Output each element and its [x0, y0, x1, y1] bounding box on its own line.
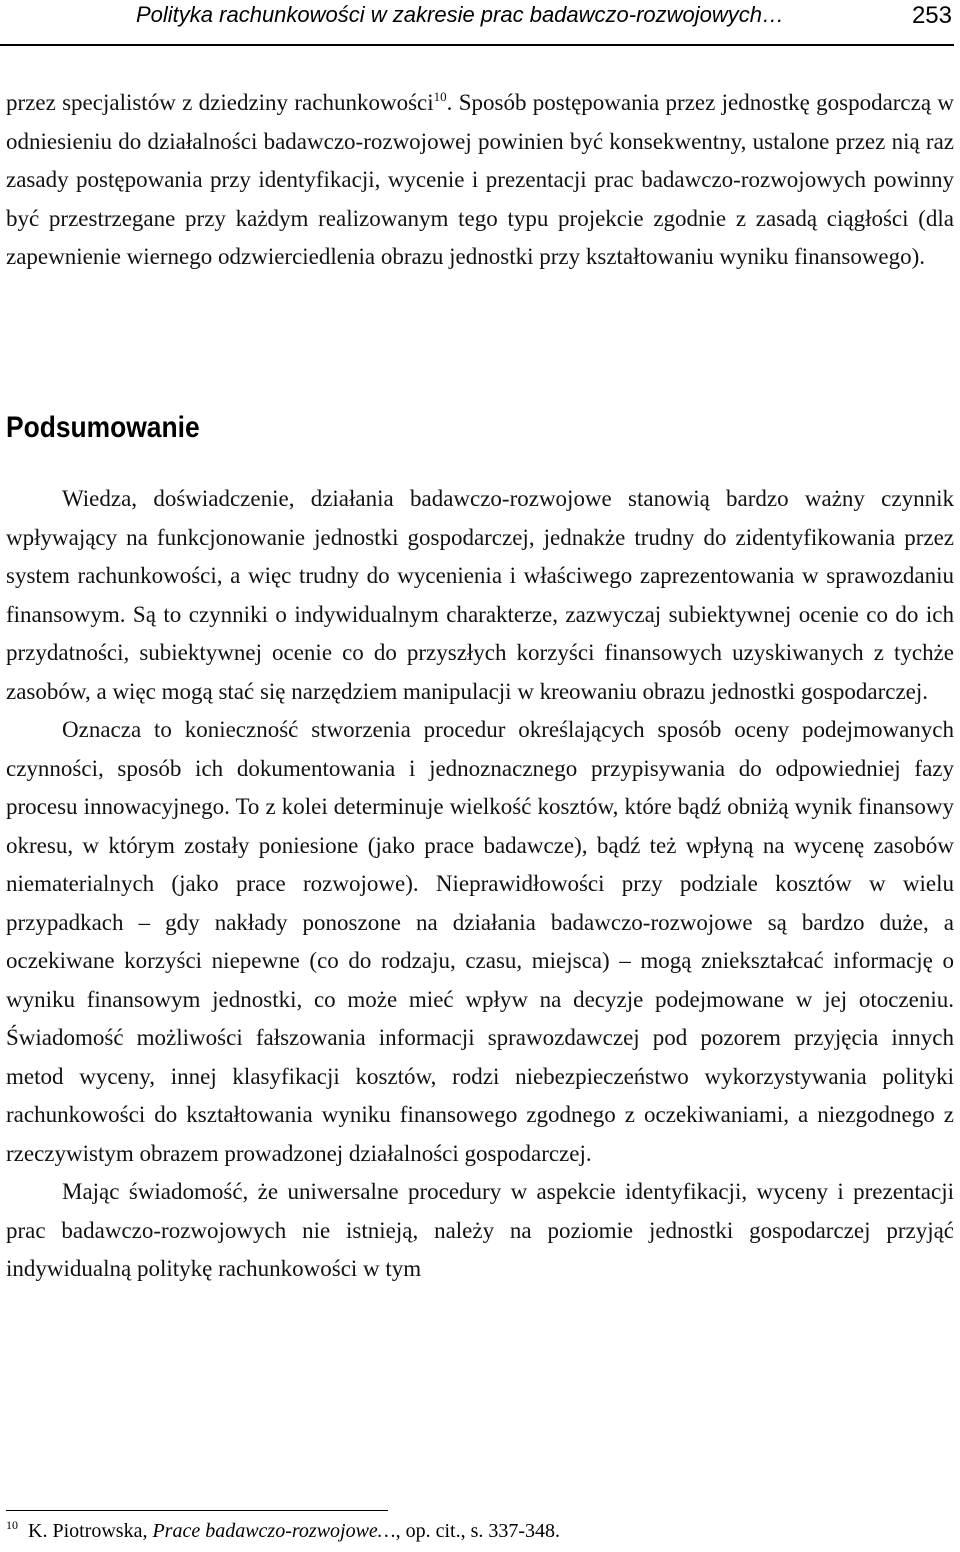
section-paragraph-2: Oznacza to konieczność stworzenia procedur określających sposób oceny podejmowanych czynności, sposób ich dokumentowania i jednoznacznego przypisywania do odpowiedniej fazy procesu innowacyjnego. To z kolei determinuje wielkość kosztów, które bądź obniżą wynik finansowy okresu, w którym zostały poniesione (jako prace badawcze), bądź też wpłyną na wycenę zasobów niematerialnych (jako prace rozwojowe). Nieprawidłowości przy podziale kosztów w wielu przypadkach – gdy nakłady ponoszone na działania badawczo-rozwojowe są bardzo duże, a oczekiwane korzyści niepewne (co do rodzaju, czasu, miejsca) – mogą zniekształcać informację o wyniku finansowym jednostki, co może mieć wpływ na decyzje podejmowane w jej otoczeniu. Świadomość możliwości fałszowania informacji sprawozdawczej pod pozorem przyjęcia innych metod wyceny, innej klasyfikacji kosztów, rodzi niebezpieczeństwo wykorzystywania polityki rachunkowości do kształtowania wyniku finansowego zgodnego z oczekiwaniami, a niezgodnego z rzeczywistym obrazem prowadzonej działalności gospodarczej. [6, 717, 954, 1166]
intro-text-before-ref: przez specjalistów z dziedziny rachunkowości [6, 90, 434, 115]
intro-text-after-ref: . Sposób postępowania przez jednostkę gospodarczą w odniesieniu do działalności badawczo-rozwojowej powinien być konsekwentny, ustalone przez nią raz zasady postępowania przy identyfikacji, wycenie i prezentacji prac badawczo-rozwojowych powinny być przestrzegane przy każdym realizowanym tego typu projekcie zgodnie z zasadą ciągłości (dla zapewnienie wiernego odzwierciedlenia obrazu jednostki przy kształtowaniu wyniku finansowego). [6, 90, 954, 269]
footnote-citation: , op. cit., s. 337-348. [395, 1520, 561, 1542]
footnote-author: K. Piotrowska, [28, 1520, 153, 1542]
section-paragraph-1: Wiedza, doświadczenie, działania badawczo-rozwojowe stanowią bardzo ważny czynnik wpływający na funkcjonowanie jednostki gospodarczej, jednakże trudny do zidentyfikowania przez system rachunkowości, a więc trudny do wycenienia i właściwego zaprezentowania w sprawozdaniu finansowym. Są to czynniki o indywidualnym charakterze, zazwyczaj subiektywnej ocenie co do ich przydatności, subiektywnej ocenie co do przyszłych korzyści finansowych uzyskiwanych z tychże zasobów, a więc mogą stać się narzędziem manipulacji w kreowaniu obrazu jednostki gospodarczej. [6, 486, 954, 704]
footnote-reference[interactable]: 10 [433, 89, 447, 104]
running-header [0, 0, 954, 46]
footnote-separator [6, 1510, 388, 1511]
section-paragraph-3: Mając świadomość, że uniwersalne procedury w aspekcie identyfikacji, wyceny i prezentacji prac badawczo-rozwojowych nie istnieją, należy na poziomie jednostki gospodarczej przyjąć indywidualną politykę rachunkowości w tym [6, 1179, 954, 1281]
footnote-title: Prace badawczo-rozwojowe… [152, 1520, 396, 1542]
footnote-mark: 10 [6, 1518, 18, 1532]
running-header-title: Polityka rachunkowości w zakresie prac badawczo-rozwojowych… [136, 2, 785, 27]
page-number: 253 [911, 2, 952, 29]
intro-paragraph [6, 84, 954, 277]
section-heading: Podsumowanie [6, 411, 200, 444]
section-body [6, 480, 954, 1289]
footnote [6, 1516, 954, 1546]
